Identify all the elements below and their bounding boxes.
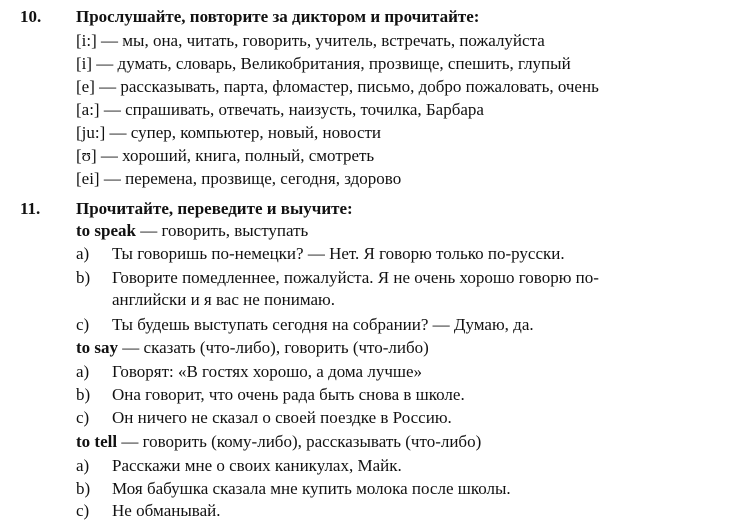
phonetic-line-text: [ʊ] — хороший, книга, полный, смотреть: [76, 146, 375, 165]
example-text: Ты говоришь по-немецки? — Нет. Я говорю только по-русски.: [112, 244, 565, 263]
phonetic-line-text: [a:] — спрашивать, отвечать, наизусть, точилка, Барбара: [76, 100, 484, 119]
vocab-definition: — говорить, выступать: [135, 221, 309, 240]
example-text: Не обманывай.: [112, 501, 221, 520]
vocab-definition: — говорить (кому-либо), рассказывать (что-либо): [117, 432, 482, 451]
example-text: Ты будешь выступать сегодня на собрании? — Думаю, да.: [112, 315, 534, 334]
example-text: английски и я вас не понимаю.: [112, 290, 335, 309]
example-label: a): [76, 456, 90, 475]
exercise-title: Прочитайте, переведите и выучите:: [76, 199, 353, 218]
example-label: c): [76, 408, 90, 427]
example-text: Она говорит, что очень рада быть снова в школе.: [112, 385, 465, 404]
phonetic-line-text: [ei] — перемена, прозвище, сегодня, здорово: [76, 169, 402, 188]
phonetic-line-text: [ju:] — супер, компьютер, новый, новости: [76, 123, 382, 142]
example-label: a): [76, 244, 90, 263]
vocab-term: to say: [76, 338, 119, 357]
example-label: c): [76, 315, 90, 334]
exercise-title: Прослушайте, повторите за диктором и прочитайте:: [76, 7, 480, 26]
example-label: c): [76, 501, 90, 520]
phonetic-line-text: [i] — думать, словарь, Великобритания, прозвище, спешить, глупый: [76, 54, 571, 73]
example-label: b): [76, 385, 91, 404]
example-text: Расскажи мне о своих каникулах, Майк.: [112, 456, 402, 475]
example-label: b): [76, 479, 91, 498]
example-label: a): [76, 362, 90, 381]
example-text: Он ничего не сказал о своей поездке в Россию.: [112, 408, 452, 427]
phonetic-line-text: [e] — рассказывать, парта, фломастер, письмо, добро пожаловать, очень: [76, 77, 599, 96]
exercise-number: 11.: [20, 199, 41, 218]
example-label: b): [76, 268, 91, 287]
phonetic-line-text: [i:] — мы, она, читать, говорить, учитель, встречать, пожалуйста: [76, 31, 545, 50]
example-text: Говорите помедленнее, пожалуйста. Я не очень хорошо говорю по-: [112, 268, 599, 287]
example-text: Говорят: «В гостях хорошо, а дома лучше»: [112, 362, 423, 381]
vocab-definition: — сказать (что-либо), говорить (что-либо): [118, 338, 429, 357]
vocab-term: to speak: [76, 221, 136, 240]
vocab-term: to tell: [76, 432, 118, 451]
exercise-number: 10.: [20, 7, 42, 26]
example-text: Моя бабушка сказала мне купить молока после школы.: [112, 479, 511, 498]
